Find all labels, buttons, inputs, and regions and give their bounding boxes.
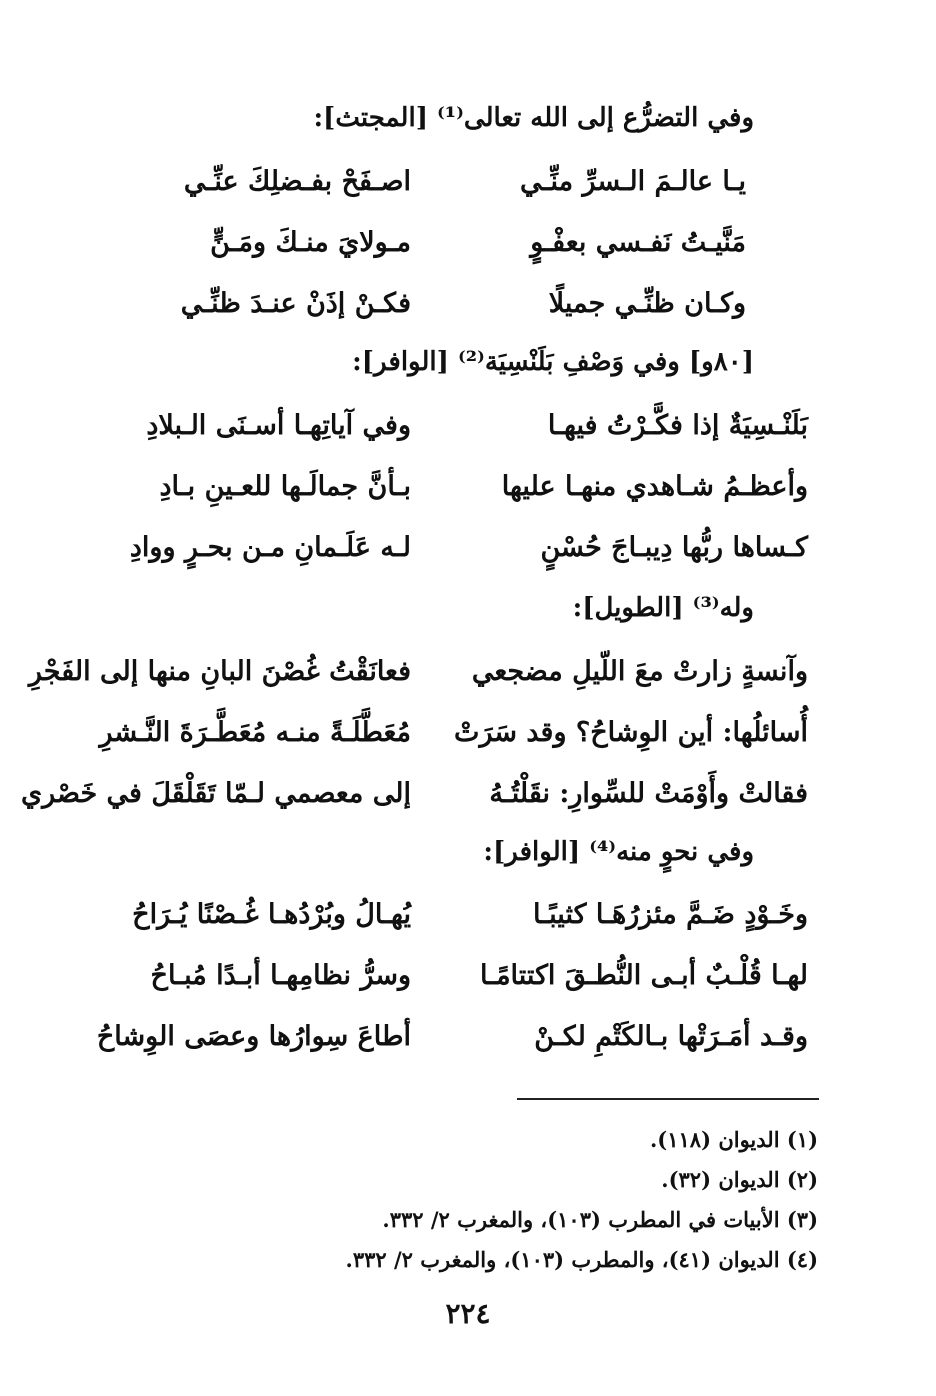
verse-second-hemistich: أطاعَ سِوارُها وعصَى الوِشاحُ: [96, 1021, 411, 1052]
footnote: (١) الديوان (١١٨).: [649, 1127, 818, 1152]
poem-supplication: [0, 160, 936, 343]
verse: [0, 1015, 936, 1076]
verse: [0, 404, 936, 465]
verse: [0, 954, 936, 1015]
poem-tawil: [0, 650, 936, 833]
verse-first-hemistich: مَنَّيـتُ نَفـسي بعفْـوٍ: [530, 227, 746, 258]
verse-second-hemistich: فعانَقْتُ غُصْنَ البانِ منها إلى الفَجْرِ: [28, 656, 411, 687]
page-number: ٢٢٤: [445, 1297, 491, 1330]
verse: [0, 221, 936, 282]
verse-first-hemistich: وقـد أمَـرَتْها بـالكَتْمِ لكـنْ: [534, 1021, 808, 1052]
verse-second-hemistich: لـه عَلَـمانِ مـن بحـرٍ ووادِ: [129, 532, 411, 563]
poem-wafir: [0, 893, 936, 1076]
verse-first-hemistich: وخَـوْدٍ ضَـمَّ مئزرُهَـا كثيبًـا: [533, 899, 808, 930]
footnote: (٣) الأبيات في المطرب (١٠٣)، والمغرب ٢/ ٣٣٢.: [382, 1207, 818, 1232]
section-heading-supplication: وفي التضرُّع إلى الله تعالى⁽¹⁾ [المجتث]:: [313, 103, 754, 133]
verse-second-hemistich: مُعَطَّلَـةً منـه مُعَطَّـرَةَ النَّـشرِ: [99, 717, 411, 748]
verse-second-hemistich: اصـفَحْ بفـضلِكَ عنِّـي: [183, 166, 411, 197]
verse: [0, 893, 936, 954]
footnotes: [346, 1120, 818, 1280]
poem-valencia: [0, 404, 936, 587]
verse-second-hemistich: مـولايَ منـكَ ومَـنٍّ: [210, 227, 411, 258]
footnote-divider: [517, 1098, 819, 1100]
verse-first-hemistich: لهـا قُلْـبٌ أبـى النُّطـقَ اكتتامًـا: [479, 960, 808, 991]
verse-second-hemistich: بـأنَّ جمالَـها للعـينِ بـادِ: [159, 471, 411, 502]
verse-first-hemistich: وأعظـمُ شـاهدي منهـا عليها: [501, 471, 808, 502]
verse: [0, 650, 936, 711]
footnote: (٤) الديوان (٤١)، والمطرب (١٠٣)، والمغرب ٢/ ٣٣٢.: [345, 1247, 818, 1272]
verse-second-hemistich: فكـنْ إذَنْ عنـدَ ظنِّـي: [180, 288, 411, 319]
verse-second-hemistich: وسرُّ نظامِهـا أبـدًا مُبـاحُ: [150, 960, 411, 991]
verse: [0, 160, 936, 221]
verse-first-hemistich: وكـان ظنِّـي جميلًا: [548, 288, 746, 319]
verse-second-hemistich: إلى معصمي لـمّا تَقَلْقَلَ في خَصْري: [21, 778, 411, 809]
verse-first-hemistich: أُسائلُها: أين الوِشاحُ؟ وقد سَرَتْ: [454, 717, 808, 748]
verse: [0, 526, 936, 587]
verse-first-hemistich: كـساها ربُّها دِيبـاجَ حُسْنٍ: [540, 532, 808, 563]
verse-first-hemistich: فقالتْ وأَوْمَتْ للسِّوارِ: نقَلْتُـهُ: [489, 778, 808, 809]
footnote: (٢) الديوان (٣٢).: [661, 1167, 818, 1192]
verse: [0, 465, 936, 526]
section-heading-wafir: وفي نحوٍ منه⁽⁴⁾ [الوافر]:: [483, 837, 754, 867]
verse-first-hemistich: وآنسةٍ زارتْ معَ اللّيلِ مضجعي: [471, 656, 808, 687]
verse-second-hemistich: يُهـالُ وبُرْدُهـا غُـصْنًا يُـرَاحُ: [132, 899, 411, 930]
section-heading-valencia: [٨٠و] وفي وَصْفِ بَلَنْسِيَة⁽²⁾ [الوافر]:: [352, 347, 754, 377]
verse-first-hemistich: يـا عالـمَ الـسرِّ منِّـي: [520, 166, 746, 197]
verse: [0, 282, 936, 343]
section-heading-tawil: وله⁽³⁾ [الطويل]:: [572, 593, 754, 623]
verse-first-hemistich: بَلَنْـسِيَةٌ إذا فكَّـرْتُ فيهـا: [547, 410, 808, 441]
verse: [0, 772, 936, 833]
verse-second-hemistich: وفي آياتِهـا أسـنَى الـبلادِ: [146, 410, 411, 441]
verse: [0, 711, 936, 772]
